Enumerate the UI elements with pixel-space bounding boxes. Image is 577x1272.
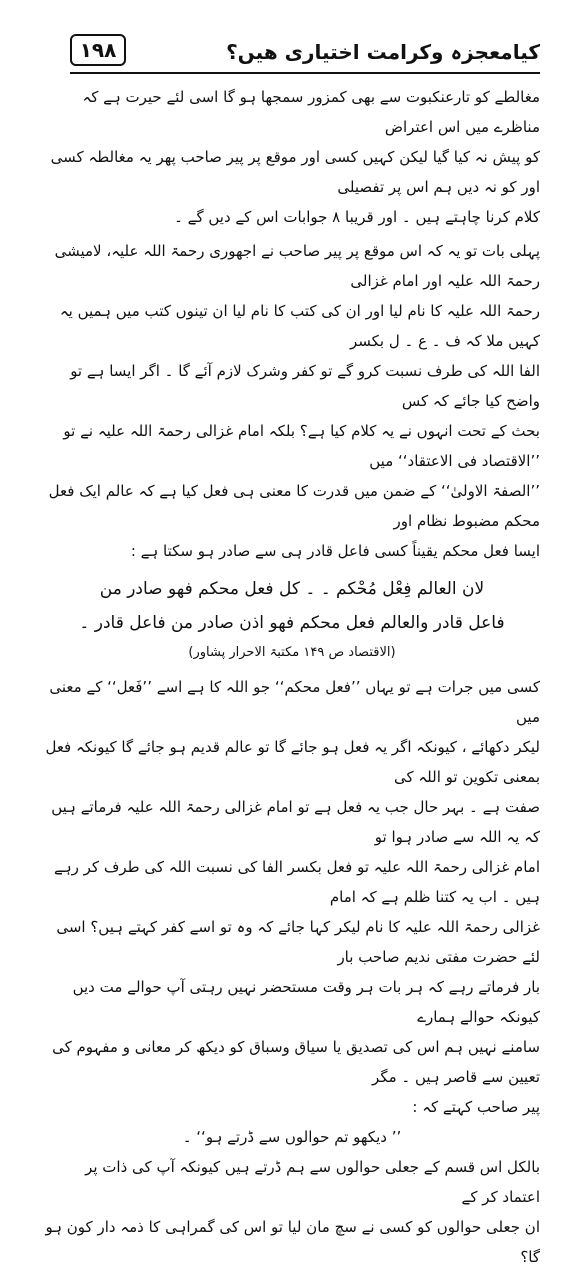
paragraph-4: بالکل اس قسم کے جعلی حوالوں سے ہم ڈرتے ہیں کیونکہ آپ کی ذات پر اعتماد کر کے ان جعلی حوالوں کو کسی نے سچ مان لیا تو اس کی گمراہی کا ذمہ دار کون ہو گا؟ bbox=[45, 1158, 540, 1266]
running-title: کیامعجزہ وکرامت اختیاری ھیں؟ bbox=[226, 40, 540, 64]
paragraph-2: پہلی بات تو یہ کہ اس موقع پر پیر صاحب نے اجھوری رحمۃ اللہ علیہ، لامیشی رحمۃ اللہ علیہ اور امام غزالی رحمۃ اللہ علیہ کا نام لیا اور ان کی کتب کا نام لیا ان تینوں کتب میں ہمیں یہ کہیں ملا کہ ف ۔ ع ۔ ل بکسر الفا اللہ کی طرف نسبت کرو گے تو کفر وشرک لازم آئے گا ۔ اگر ایسا ہے تو واضح کیا جائے کہ کس بحث کے تحت انہوں نے یہ کلام کیا ہے؟ بلکہ امام غزالی رحمۃ اللہ علیہ نے تو ’’الاقتصاد فی الاعتقاد‘‘ میں ’’الصفۃ الاولیٰ‘‘ کے ضمن میں قدرت کا معنی ہی فعل کیا ہے کہ عالم ایک فعل محکم مضبوط نظام اور ایسا فعل محکم یقیناً کسی فاعل قادر ہی سے صادر ہو سکتا ہے : bbox=[48, 242, 540, 560]
page-body bbox=[44, 82, 540, 1272]
page-header bbox=[70, 34, 540, 74]
header-divider bbox=[70, 72, 540, 74]
paragraph-3: کسی میں جرات ہے تو یہاں ’’فعل محکم‘‘ جو اللہ کا ہے اسے ’’فَعل‘‘ کے معنی میں لیکر دکھائے ، کیونکہ اگر یہ فعل ہو جائے گا تو عالم قدیم ہو جائے گا کیونکہ فعل بمعنی تکوین تو اللہ کی صفت ہے ۔ بہر حال جب یہ فعل ہے تو امام غزالی رحمۃ اللہ علیہ فرماتے ہیں کہ یہ اللہ سے صادر ہوا تو امام غزالی رحمۃ اللہ علیہ تو فعل بکسر الفا کی نسبت اللہ کی طرف کر رہے ہیں ۔ اب یہ کتنا ظلم ہے کہ امام غزالی رحمۃ اللہ علیہ کا نام لیکر کہا جائے کہ وہ تو اسے کفر کہتے ہیں؟ اسی لئے حضرت مفتی ندیم صاحب بار بار فرماتے رہے کہ ہر بات ہر وقت مستحضر نہیں رہتی آپ حوالے مت دیں کیونکہ حوالے ہمارے سامنے نہیں ہم اس کی تصدیق یا سیاق وسباق کو دیکھ کر معانی و مفہوم کی تعیین سے قاصر ہیں ۔ مگر پیر صاحب کہتے کہ : bbox=[45, 678, 540, 1116]
page-number: ۱۹۸ bbox=[70, 34, 126, 66]
indented-quote: ’’ دیکھو تم حوالوں سے ڈرتے ہو‘‘ ۔ bbox=[182, 1128, 402, 1146]
paragraph-1: مغالطے کو تارعنکبوت سے بھی کمزور سمجھا ہو گا اسی لئے حیرت ہے کہ مناظرے میں اس اعتراض کو پیش نہ کیا گیا لیکن کہیں کسی اور موقع پر پیر صاحب پھر یہ مغالطہ کسی اور کو نہ دیں ہم اس پر تفصیلی کلام کرنا چاہتے ہیں ۔ اور قریبا ۸ جوابات اس کے دیں گے ۔ bbox=[50, 88, 540, 226]
arabic-quotation: لان العالم فِعْل مُحْکم ۔ ۔ کل فعل محکم فهو صادر من فاعل قادر والعالم فعل محکم فهو اذن صادر من فاعل قادر ۔ bbox=[79, 579, 505, 633]
citation: (الاقتصاد ص ۱۴۹ مکتبۃ الاحرار پشاور) bbox=[188, 645, 396, 660]
